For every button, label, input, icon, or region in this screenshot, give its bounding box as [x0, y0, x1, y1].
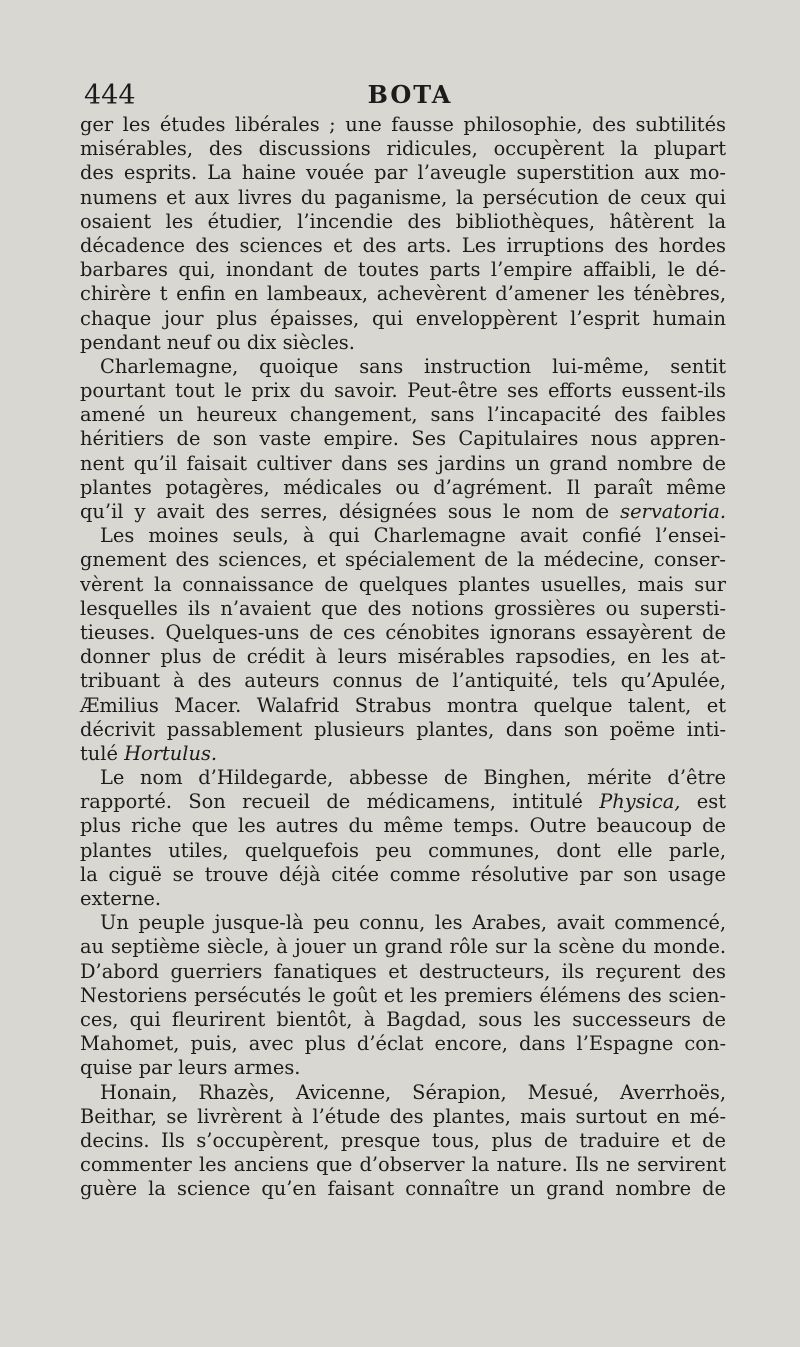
running-title: BOTA — [367, 80, 453, 109]
text-line: donner plus de crédit à leurs misérables rapsodies, en les at- — [80, 645, 726, 669]
text-line: guère la science qu’en faisant connaître un grand nombre de — [80, 1177, 726, 1201]
italic-term: Physica, — [599, 790, 681, 814]
text-line: plantes utiles, quelquefois peu communes, dont elle parle, — [80, 838, 726, 862]
italic-term: Hortulus. — [124, 741, 218, 765]
text-line: misérables, des discussions ridicules, occupèrent la plupart — [80, 137, 726, 161]
text-line: pendant neuf ou dix siècles. — [80, 330, 355, 354]
text-line: vèrent la connaissance de quelques plantes usuelles, mais sur — [80, 572, 726, 596]
text-line: Æmilius Macer. Walafrid Strabus montra quelque talent, et — [80, 693, 726, 717]
text-line: commenter les anciens que d’observer la nature. Ils ne servirent — [80, 1153, 726, 1177]
paragraph-start: Les moines seuls, à qui Charlemagne avait confié l’ensei- — [100, 524, 726, 548]
text-line: gnement des sciences, et spécialement de la médecine, conser- — [80, 548, 726, 572]
text-line: décadence des sciences et des arts. Les irruptions des hordes — [80, 233, 726, 257]
text-line: pourtant tout le prix du savoir. Peut-être ses efforts eussent-ils — [80, 379, 726, 403]
text-line: tribuant à des auteurs connus de l’antiquité, tels qu’Apulée, — [80, 669, 726, 693]
text-line: Mahomet, puis, avec plus d’éclat encore, dans l’Espagne con- — [80, 1032, 726, 1056]
body-text — [80, 113, 726, 1201]
text-line: ces, qui fleurirent bientôt, à Bagdad, sous les successeurs de — [80, 1007, 726, 1031]
text-span: tulé — [80, 741, 118, 765]
text-line: quise par leurs armes. — [80, 1056, 301, 1080]
text-line — [80, 742, 726, 766]
text-line: chirère t enfin en lambeaux, achevèrent d’amener les ténèbres, — [80, 282, 726, 306]
text-line: décrivit passablement plusieurs plantes, dans son poëme inti- — [80, 717, 726, 741]
paragraph-start: Un peuple jusque-là peu connu, les Arabes, avait commencé, — [100, 911, 726, 935]
text-line: Nestoriens persécutés le goût et les premiers élémens des scien- — [80, 983, 726, 1007]
text-line: osaient les étudier, l’incendie des bibliothèques, hâtèrent la — [80, 209, 726, 233]
paragraph-start: Charlemagne, quoique sans instruction lui-même, sentit — [100, 354, 726, 378]
text-line — [80, 500, 726, 524]
text-line: la ciguë se trouve déjà citée comme résolutive par son usage — [80, 862, 726, 886]
text-line: ger les études libérales ; une fausse philosophie, des subtilités — [80, 113, 726, 136]
text-line: tieuses. Quelques-uns de ces cénobites ignorans essayèrent de — [80, 620, 726, 644]
text-line: nent qu’il faisait cultiver dans ses jardins un grand nombre de — [80, 451, 726, 475]
text-line: numens et aux livres du paganisme, la persécution de ceux qui — [80, 185, 726, 209]
text-line: au septième siècle, à jouer un grand rôle sur la scène du monde. — [80, 935, 726, 959]
text-line — [80, 790, 726, 814]
text-span: qu’il y avait des serres, désignées sous le nom de — [80, 500, 610, 523]
page-number: 444 — [84, 80, 136, 111]
paragraph-start: Honain, Rhazès, Avicenne, Sérapion, Mesué, Averrhoës, — [100, 1080, 726, 1104]
text-line: D’abord guerriers fanatiques et destructeurs, ils reçurent des — [80, 959, 726, 983]
text-line: des esprits. La haine vouée par l’aveugle superstition aux mo- — [80, 161, 726, 185]
text-line: amené un heureux changement, sans l’incapacité des faibles — [80, 403, 726, 427]
text-line: decins. Ils s’occupèrent, presque tous, plus de traduire et de — [80, 1128, 726, 1152]
text-line: héritiers de son vaste empire. Ses Capitulaires nous appren- — [80, 427, 726, 451]
text-span: est — [696, 790, 726, 814]
text-line: lesquelles ils n’avaient que des notions grossières ou supersti- — [80, 596, 726, 620]
text-line: plus riche que les autres du même temps. Outre beaucoup de — [80, 814, 726, 838]
text-line: barbares qui, inondant de toutes parts l’empire affaibli, le dé- — [80, 258, 726, 282]
paragraph-start: Le nom d’Hildegarde, abbesse de Binghen, mérite d’être — [100, 766, 726, 790]
text-line: externe. — [80, 887, 162, 910]
italic-term: servatoria. — [620, 500, 726, 523]
text-line: Beithar, se livrèrent à l’étude des plantes, mais surtout en mé- — [80, 1104, 726, 1128]
text-line: plantes potagères, médicales ou d’agrément. Il paraît même — [80, 475, 726, 499]
text-span: rapporté. Son recueil de médicamens, intitulé — [80, 790, 583, 814]
text-line: chaque jour plus épaisses, qui enveloppèrent l’esprit humain — [80, 306, 726, 330]
